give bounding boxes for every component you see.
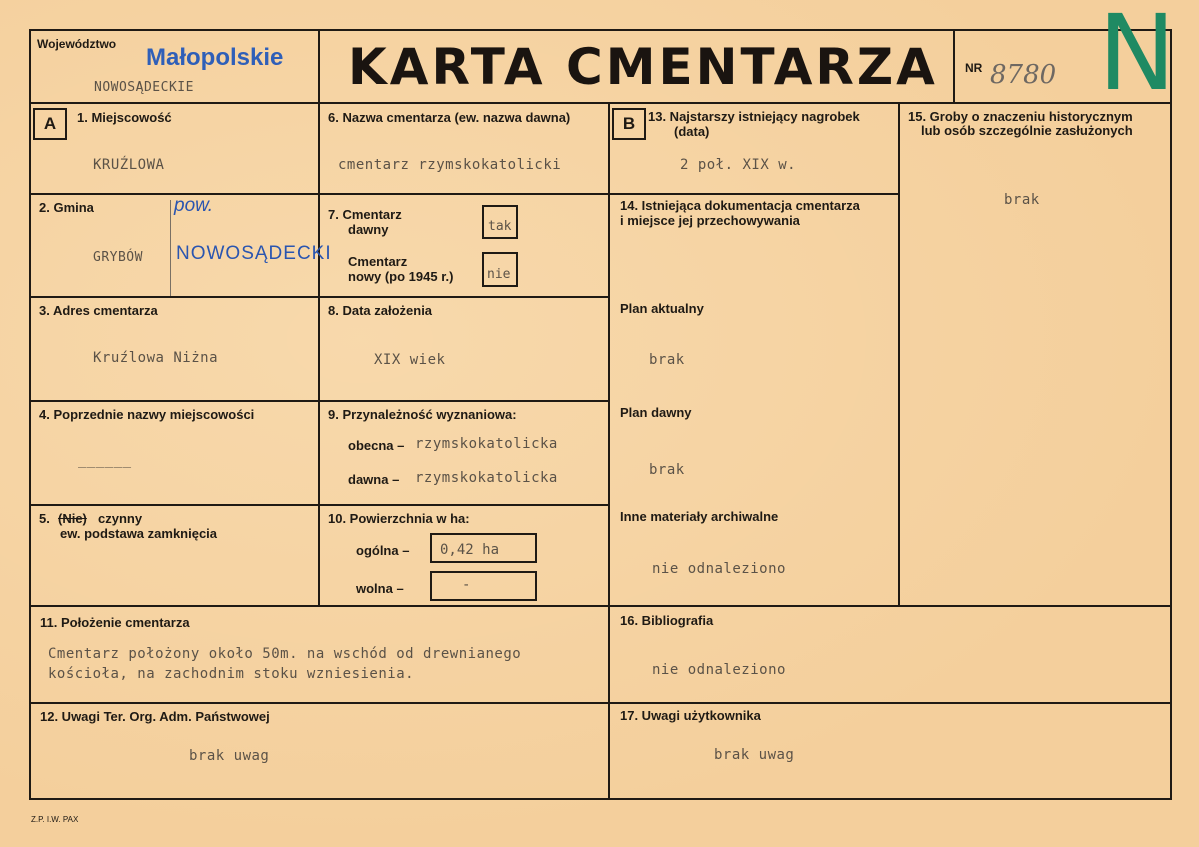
field-1-label: 1. Miejscowość [77, 110, 172, 125]
field-6-value: cmentarz rzymskokatolicki [338, 157, 562, 173]
field-7b-label: Cmentarz [348, 254, 408, 269]
row-line-c1-2 [29, 296, 320, 298]
field-7b-value: nie [487, 267, 511, 282]
field-10-wolna-value: - [462, 577, 471, 593]
inne-materialy-label: Inne materiały archiwalne [620, 509, 779, 524]
field-16-label: 16. Bibliografia [620, 613, 714, 628]
section-a-marker: A [33, 108, 67, 140]
wojewodztwo-stamp: Małopolskie [146, 44, 284, 71]
wojewodztwo-label: Województwo [37, 37, 117, 51]
wojewodztwo-typed: NOWOSĄDECKIE [94, 80, 194, 95]
field-9-label: 9. Przynależność wyznaniowa: [328, 407, 517, 422]
row-line-c2-4 [318, 504, 610, 506]
field-14-label: 14. Istniejąca dokumentacja cmentarza [620, 198, 860, 213]
field-15-sublabel: lub osób szczególnie zasłużonych [921, 123, 1133, 138]
field-11-label: 11. Położenie cmentarza [40, 615, 190, 630]
field-16-value: nie odnaleziono [652, 662, 786, 678]
field-2-handwritten: pow. [174, 195, 214, 216]
field-10-ogolna-value: 0,42 ha [440, 542, 500, 558]
field-1-value: KRUŹLOWA [93, 157, 165, 173]
field-2-label: 2. Gmina [39, 200, 94, 215]
field-8-value: XIX wiek [374, 352, 446, 368]
plan-dawny-label: Plan dawny [620, 405, 692, 420]
field-17-label: 17. Uwagi użytkownika [620, 708, 761, 723]
card-title: KARTA CMENTARZA [348, 38, 938, 96]
printer-mark: Z.P. I.W. PAX [31, 815, 79, 824]
row-line-full-2 [29, 702, 1172, 704]
field-9-obecna-label: obecna – [348, 438, 405, 453]
field-2-value: GRYBÓW [93, 250, 143, 265]
field-4-label: 4. Poprzednie nazwy miejscowości [39, 407, 255, 422]
field-5-label: czynny [98, 511, 143, 526]
field-10-wolna-box [430, 571, 537, 601]
field-15-label: 15. Groby o znaczeniu historycznym [908, 109, 1133, 124]
col-divider-3 [898, 102, 900, 606]
frame-right [1170, 29, 1172, 800]
field-13-sublabel: (data) [674, 124, 710, 139]
header-divider-2 [953, 29, 955, 103]
field-5-prefix: 5. [39, 511, 50, 526]
frame-top [29, 29, 1172, 31]
field-9-obecna-value: rzymskokatolicka [415, 436, 558, 452]
field-12-label: 12. Uwagi Ter. Org. Adm. Państwowej [40, 709, 270, 724]
field-7b-sublabel: nowy (po 1945 r.) [348, 269, 454, 284]
plan-aktualny-value: brak [649, 352, 685, 368]
col-divider-1 [318, 102, 320, 606]
field-9-dawna-label: dawna – [348, 472, 400, 487]
field-11-value: Cmentarz położony około 50m. na wschód od drewnianego kościoła, na zachodnim stoku wzniesienia. [48, 646, 522, 682]
field-8-label: 8. Data założenia [328, 303, 433, 318]
col-divider-2 [608, 102, 610, 800]
plan-dawny-value: brak [649, 462, 685, 478]
field-2-divider [170, 200, 171, 296]
header-bottom [29, 102, 1172, 104]
field-12-value: brak uwag [189, 748, 270, 764]
field-10-label: 10. Powierzchnia w ha: [328, 511, 470, 526]
field-14-sublabel: i miejsce jej przechowywania [620, 213, 800, 228]
row-line-full-1 [29, 605, 1172, 607]
field-10-ogolna-label: ogólna – [356, 543, 410, 558]
field-7-sublabel: dawny [348, 222, 389, 237]
nr-label: NR [965, 61, 983, 75]
field-3-label: 3. Adres cmentarza [39, 303, 158, 318]
field-2-stamp: NOWOSĄDECKI [176, 243, 332, 264]
marker-letter: N [1098, 0, 1176, 114]
nr-value: 8780 [990, 60, 1057, 90]
row-line-c2-2 [318, 296, 610, 298]
field-7-label: 7. Cmentarz [328, 207, 402, 222]
field-5-struck: (Nie) [58, 511, 87, 526]
field-4-value: ______ [78, 452, 132, 468]
frame-bottom [29, 798, 1172, 800]
field-5-sublabel: ew. podstawa zamknięcia [60, 526, 218, 541]
section-b-marker: B [612, 108, 646, 140]
field-13-value: 2 poł. XIX w. [680, 157, 797, 173]
frame-left [29, 29, 31, 800]
field-10-wolna-label: wolna – [356, 581, 404, 596]
row-line-c1-4 [29, 504, 320, 506]
row-line-c2-1 [318, 193, 610, 195]
row-line-c3-1 [608, 193, 900, 195]
row-line-c1-3 [29, 400, 320, 402]
plan-aktualny-label: Plan aktualny [620, 301, 704, 316]
field-3-value: Kruźlowa Niżna [93, 350, 219, 366]
header-divider-1 [318, 29, 320, 103]
field-17-value: brak uwag [714, 747, 795, 763]
field-13-label: 13. Najstarszy istniejący nagrobek [648, 109, 860, 124]
inne-materialy-value: nie odnaleziono [652, 561, 786, 577]
field-7-value: tak [488, 219, 512, 234]
field-6-label: 6. Nazwa cmentarza (ew. nazwa dawna) [328, 110, 571, 125]
row-line-c2-3 [318, 400, 610, 402]
field-15-value: brak [1004, 192, 1040, 208]
field-9-dawna-value: rzymskokatolicka [415, 470, 558, 486]
